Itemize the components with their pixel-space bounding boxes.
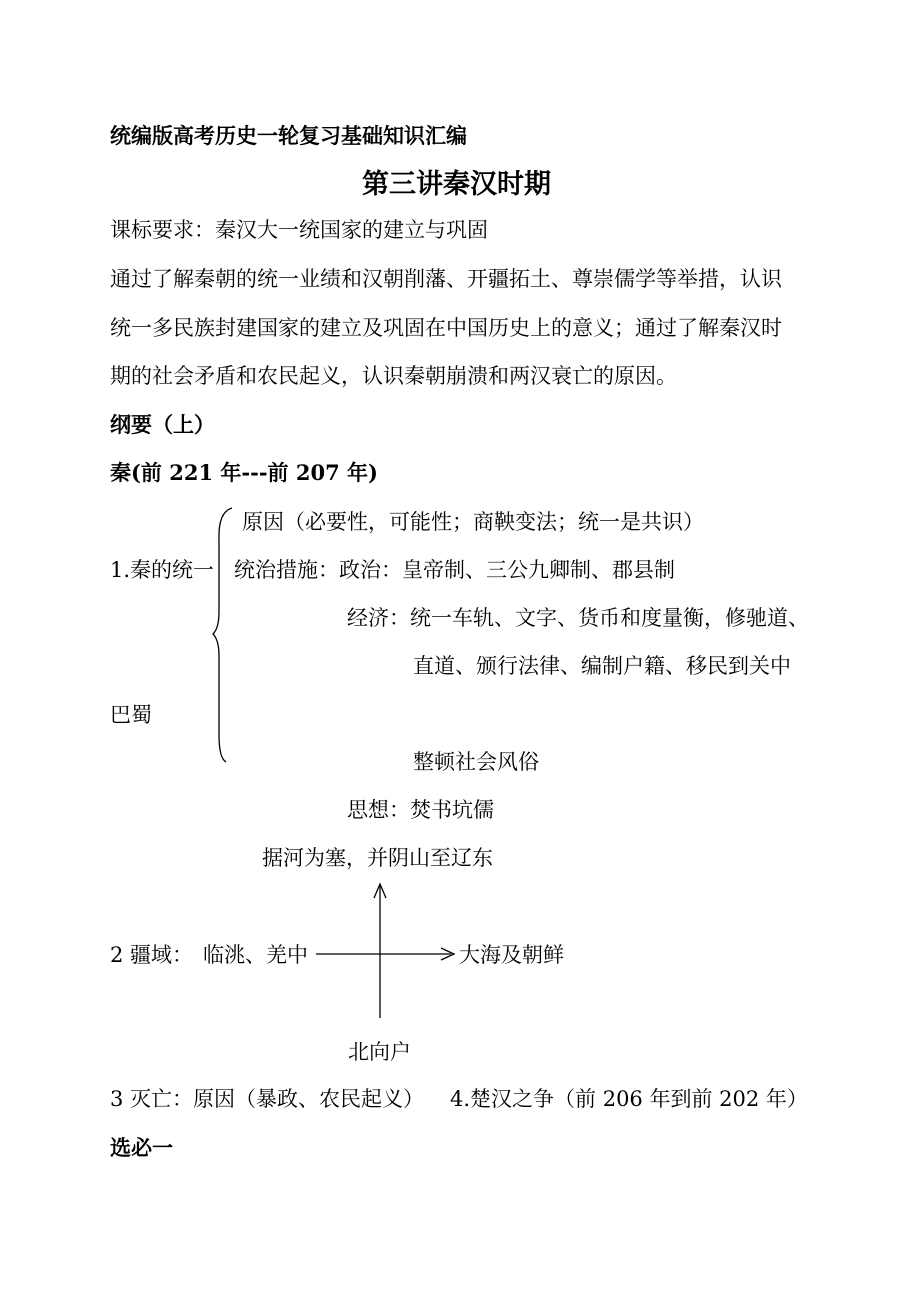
doc-header: 统编版高考历史一轮复习基础知识汇编: [110, 123, 467, 148]
curriculum-standard: 课标要求：秦汉大一统国家的建立与巩固: [110, 218, 488, 242]
unification-economy-wrap: 巴蜀: [110, 703, 152, 727]
chu-han-contention: 4.楚汉之争（前 206 年到前 202 年）: [450, 1087, 808, 1111]
page-title: 第三讲秦汉时期: [362, 169, 551, 200]
intro-line-1: 通过了解秦朝的统一业绩和汉朝削藩、开疆拓土、尊崇儒学等举措，认识: [110, 267, 782, 291]
fall-cause: 3 灭亡：原因（暴政、农民起义）: [110, 1087, 425, 1111]
qin-heading: 秦(前 221 年---前 207 年): [110, 460, 378, 485]
outline-heading: 纲要（上）: [110, 412, 215, 437]
footer-heading: 选必一: [110, 1135, 173, 1160]
intro-line-3: 期的社会矛盾和农民起义，认识秦朝崩溃和两汉衰亡的原因。: [110, 364, 677, 388]
unification-measures-politics: 统治措施：政治：皇帝制、三公九卿制、郡县制: [234, 558, 675, 582]
unification-economy-3: 整顿社会风俗: [413, 750, 539, 774]
unification-thought: 思想：焚书坑儒: [347, 798, 494, 822]
unification-cause: 原因（必要性，可能性；商鞅变法；统一是共识）: [242, 510, 704, 534]
territory-south: 北向户: [348, 1040, 411, 1064]
territory-label: 2 疆域：: [110, 943, 194, 967]
intro-line-2: 统一多民族封建国家的建立及巩固在中国历史上的意义；通过了解秦汉时: [110, 316, 782, 340]
territory-east: 大海及朝鲜: [459, 943, 564, 967]
territory-west: 临洮、羌中: [203, 943, 308, 967]
unification-brace: [213, 508, 232, 762]
unification-label: 1.秦的统一: [110, 558, 215, 582]
territory-north: 据河为塞，并阴山至辽东: [262, 846, 493, 870]
unification-economy-2: 直道、颁行法律、编制户籍、移民到关中: [413, 654, 791, 678]
unification-economy-1: 经济：统一车轨、文字、货币和度量衡，修驰道、: [347, 606, 809, 630]
